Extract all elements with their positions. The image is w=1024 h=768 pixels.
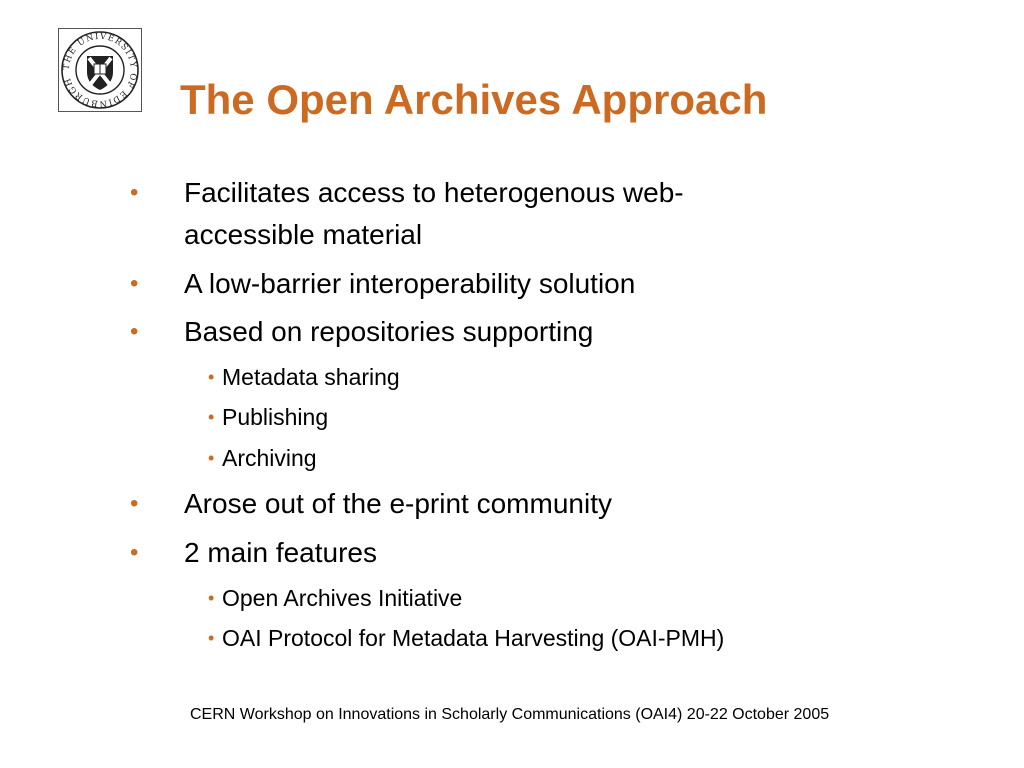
bullet-item-features bbox=[130, 532, 377, 574]
sub-bullet-publishing bbox=[208, 402, 329, 432]
slide-title: The Open Archives Approach bbox=[180, 76, 768, 123]
bullet-dot: • bbox=[130, 490, 139, 517]
bullet-item-low-barrier bbox=[130, 263, 636, 305]
sub-bullet-oai-pmh bbox=[208, 623, 725, 653]
bullet-dot: • bbox=[130, 539, 139, 566]
sub-bullet-dot: • bbox=[208, 628, 215, 648]
bullet-item-repositories bbox=[130, 311, 594, 353]
sub-bullet-archiving bbox=[208, 443, 317, 473]
bullet-text: A low-barrier interoperability solution bbox=[184, 268, 636, 299]
bullet-dot: • bbox=[130, 318, 139, 345]
bullet-text: Facilitates access to heterogenous web- bbox=[184, 177, 684, 208]
slide-footer: CERN Workshop on Innovations in Scholarly Communications (OAI4) 20-22 October 2005 bbox=[190, 706, 830, 723]
sub-bullet-text: Open Archives Initiative bbox=[222, 585, 463, 611]
bullet-dot: • bbox=[130, 270, 139, 297]
bullet-text: Arose out of the e-print community bbox=[184, 488, 612, 519]
sub-bullet-dot: • bbox=[208, 367, 215, 387]
sub-bullet-text: Publishing bbox=[222, 404, 329, 430]
sub-bullet-text: Metadata sharing bbox=[222, 364, 400, 390]
bullet-item-access bbox=[130, 172, 684, 214]
bullet-item-access-cont bbox=[184, 214, 422, 256]
sub-bullet-text: OAI Protocol for Metadata Harvesting (OAI-PMH) bbox=[222, 625, 725, 651]
sub-bullet-text: Archiving bbox=[222, 445, 317, 471]
sub-bullet-dot: • bbox=[208, 588, 215, 608]
bullet-text: Based on repositories supporting bbox=[184, 316, 594, 347]
bullet-text: 2 main features bbox=[184, 537, 377, 568]
bullet-item-eprint bbox=[130, 483, 612, 525]
sub-bullet-metadata-sharing bbox=[208, 362, 400, 392]
svg-text:THE UNIVERSITY OF EDINBURGH: THE UNIVERSITY OF EDINBURGH bbox=[61, 31, 139, 109]
sub-bullet-dot: • bbox=[208, 448, 215, 468]
bullet-dot: • bbox=[130, 179, 139, 206]
bullet-text: accessible material bbox=[184, 219, 423, 250]
sub-bullet-oai bbox=[208, 583, 463, 613]
sub-bullet-dot: • bbox=[208, 407, 215, 427]
